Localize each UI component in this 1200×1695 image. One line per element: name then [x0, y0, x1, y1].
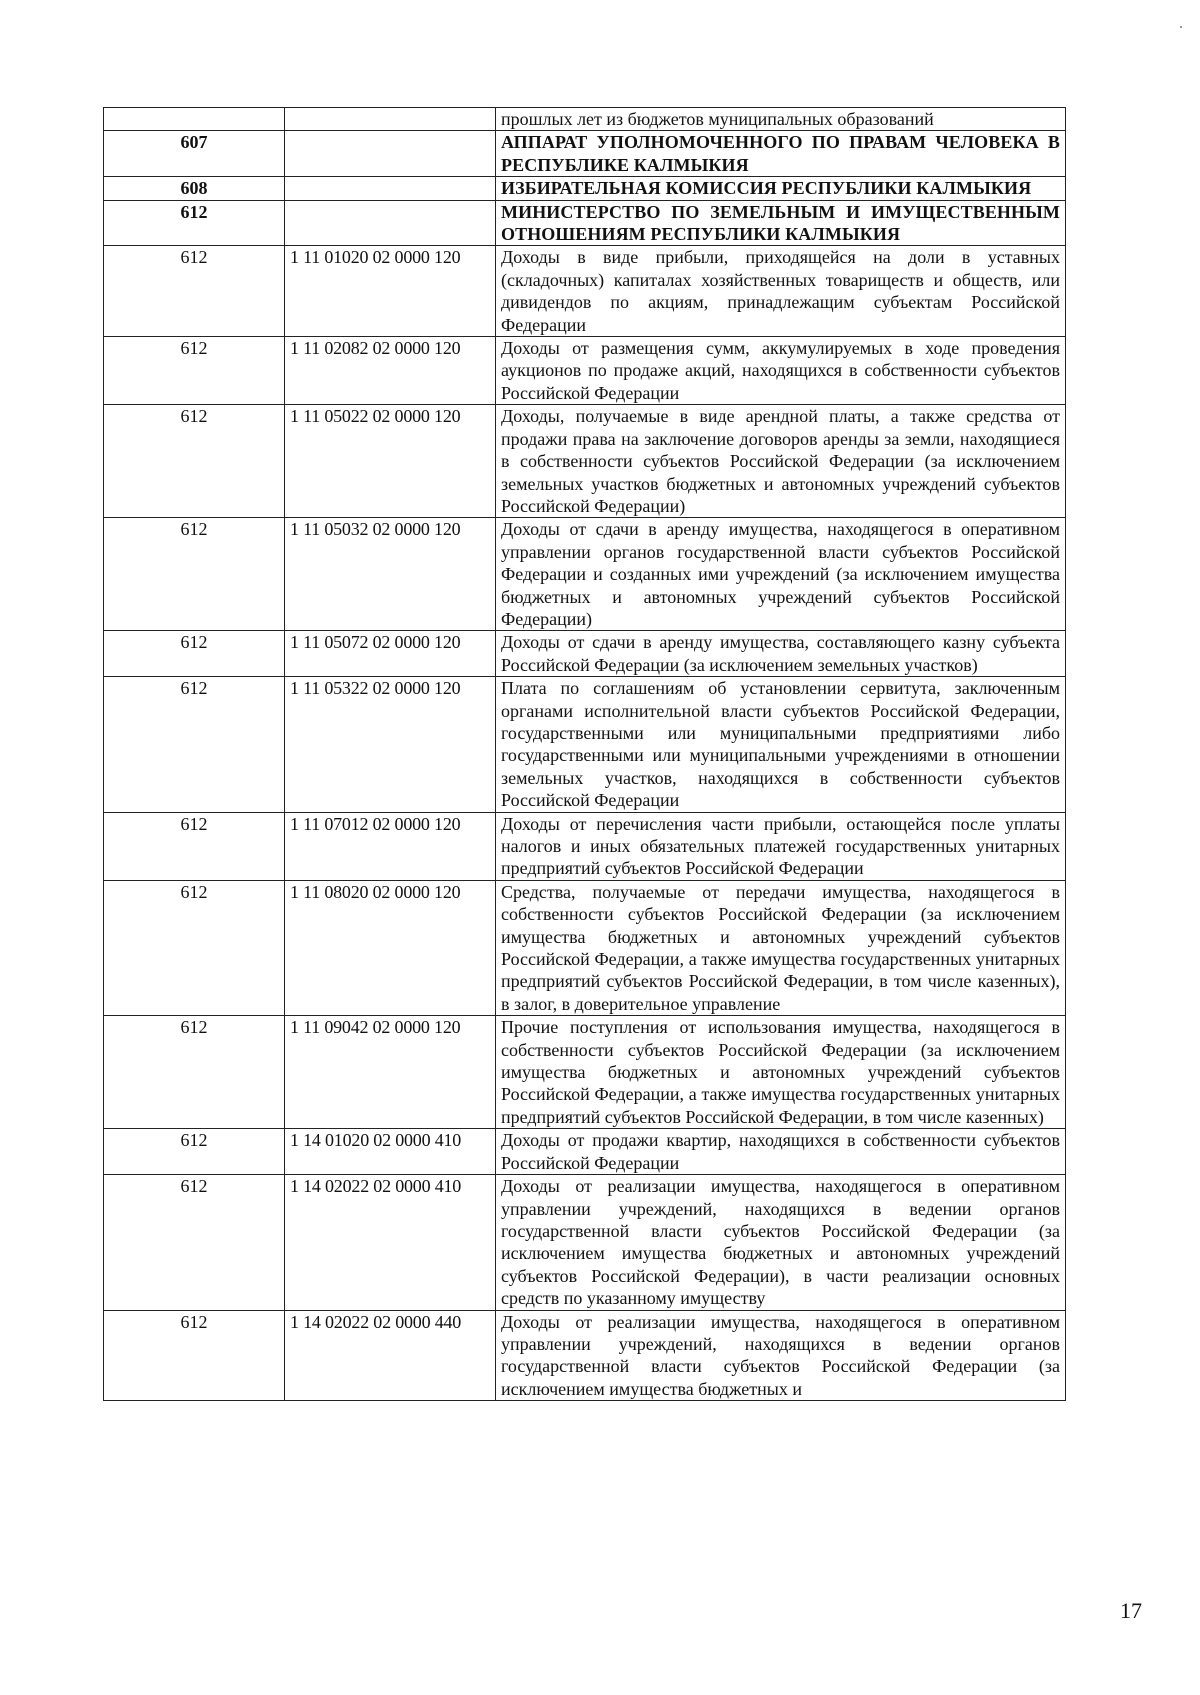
- description-cell: Доходы от перечисления части прибыли, остающейся после уплаты налогов и иных обязательных платежей государственных унитарных предприятий субъектов Российской Федерации: [496, 812, 1066, 880]
- budget-code-cell: 1 11 08020 02 0000 120: [285, 880, 496, 1015]
- table-row: [104, 246, 1066, 337]
- budget-code-cell: [285, 177, 496, 200]
- admin-code-cell: 612: [104, 631, 285, 677]
- admin-code-cell: 612: [104, 405, 285, 518]
- description-cell: МИНИСТЕРСТВО ПО ЗЕМЕЛЬНЫМ И ИМУЩЕСТВЕННЫМ ОТНОШЕНИЯМ РЕСПУБЛИКИ КАЛМЫКИЯ: [496, 200, 1066, 246]
- table-row: [104, 200, 1066, 246]
- description-cell: Доходы от реализации имущества, находящегося в оперативном управлении учреждений, находящихся в ведении органов государственной власти субъектов Российской Федерации (за исключением имущества бюджетных и: [496, 1310, 1066, 1401]
- table-row: [104, 1129, 1066, 1175]
- admin-code-cell: 612: [104, 337, 285, 405]
- table-row: [104, 880, 1066, 1015]
- table-row: [104, 337, 1066, 405]
- table-row: [104, 1310, 1066, 1401]
- budget-code-cell: 1 11 05032 02 0000 120: [285, 518, 496, 631]
- admin-code-cell: 612: [104, 200, 285, 246]
- description-cell: Доходы в виде прибыли, приходящейся на доли в уставных (складочных) капиталах хозяйственных товариществ и обществ, или дивидендов по акциям, принадлежащим субъектам Российской Федерации: [496, 246, 1066, 337]
- description-cell: прошлых лет из бюджетов муниципальных образований: [496, 108, 1066, 131]
- admin-code-cell: 612: [104, 1129, 285, 1175]
- budget-code-cell: 1 14 01020 02 0000 410: [285, 1129, 496, 1175]
- admin-code-cell: 612: [104, 246, 285, 337]
- table-row: [104, 518, 1066, 631]
- description-cell: ИЗБИРАТЕЛЬНАЯ КОМИССИЯ РЕСПУБЛИКИ КАЛМЫКИЯ: [496, 177, 1066, 200]
- admin-code-cell: 612: [104, 1016, 285, 1129]
- budget-code-cell: 1 11 05072 02 0000 120: [285, 631, 496, 677]
- budget-code-cell: [285, 108, 496, 131]
- admin-code-cell: 612: [104, 1175, 285, 1310]
- admin-code-cell: 612: [104, 1310, 285, 1401]
- table-row: [104, 108, 1066, 131]
- admin-code-cell: 612: [104, 677, 285, 812]
- description-cell: Доходы от сдачи в аренду имущества, составляющего казну субъекта Российской Федерации (за исключением земельных участков): [496, 631, 1066, 677]
- table-body: [104, 108, 1066, 1401]
- admin-code-cell: 607: [104, 131, 285, 177]
- budget-code-cell: 1 11 07012 02 0000 120: [285, 812, 496, 880]
- description-cell: Доходы, получаемые в виде арендной платы, а также средства от продажи права на заключение договоров аренды за земли, находящиеся в собственности субъектов Российской Федерации (за исключением земельных участков бюджетных и автономных учреждений субъектов Российской Федерации): [496, 405, 1066, 518]
- table-row: [104, 631, 1066, 677]
- admin-code-cell: 608: [104, 177, 285, 200]
- description-cell: Средства, получаемые от передачи имущества, находящегося в собственности субъектов Российской Федерации (за исключением имущества бюджетных и автономных учреждений субъектов Российской Федерации, а также имущества государственных унитарных предприятий субъектов Российской Федерации, в том числе казенных), в залог, в доверительное управление: [496, 880, 1066, 1015]
- budget-code-cell: 1 11 02082 02 0000 120: [285, 337, 496, 405]
- description-cell: Прочие поступления от использования имущества, находящегося в собственности субъектов Российской Федерации (за исключением имущества бюджетных и автономных учреждений субъектов Российской Федерации, а также имущества государственных унитарных предприятий субъектов Российской Федерации, в том числе казенных): [496, 1016, 1066, 1129]
- table-row: [104, 177, 1066, 200]
- budget-code-cell: [285, 131, 496, 177]
- description-cell: Плата по соглашениям об установлении сервитута, заключенным органами исполнительной власти субъектов Российской Федерации, государственными или муниципальными предприятиями либо государственными или муниципальными учреждениями в отношении земельных участков, находящихся в собственности субъектов Российской Федерации: [496, 677, 1066, 812]
- description-cell: Доходы от размещения сумм, аккумулируемых в ходе проведения аукционов по продаже акций, находящихся в собственности субъектов Российской Федерации: [496, 337, 1066, 405]
- budget-code-cell: 1 14 02022 02 0000 440: [285, 1310, 496, 1401]
- admin-code-cell: [104, 108, 285, 131]
- budget-code-cell: 1 14 02022 02 0000 410: [285, 1175, 496, 1310]
- scan-speck: [1180, 26, 1182, 28]
- table-row: [104, 405, 1066, 518]
- table-row: [104, 812, 1066, 880]
- admin-code-cell: 612: [104, 812, 285, 880]
- table-row: [104, 1016, 1066, 1129]
- description-cell: Доходы от продажи квартир, находящихся в собственности субъектов Российской Федерации: [496, 1129, 1066, 1175]
- budget-code-cell: 1 11 05322 02 0000 120: [285, 677, 496, 812]
- description-cell: АППАРАТ УПОЛНОМОЧЕННОГО ПО ПРАВАМ ЧЕЛОВЕКА В РЕСПУБЛИКЕ КАЛМЫКИЯ: [496, 131, 1066, 177]
- table-row: [104, 1175, 1066, 1310]
- admin-code-cell: 612: [104, 518, 285, 631]
- budget-code-cell: [285, 200, 496, 246]
- revenue-codes-table: [103, 107, 1066, 1401]
- budget-code-cell: 1 11 05022 02 0000 120: [285, 405, 496, 518]
- table-row: [104, 131, 1066, 177]
- page-number: 17: [1120, 1598, 1142, 1623]
- admin-code-cell: 612: [104, 880, 285, 1015]
- description-cell: Доходы от реализации имущества, находящегося в оперативном управлении учреждений, находящихся в ведении органов государственной власти субъектов Российской Федерации (за исключением имущества бюджетных и автономных учреждений субъектов Российской Федерации), в части реализации основных средств по указанному имуществу: [496, 1175, 1066, 1310]
- table-row: [104, 677, 1066, 812]
- budget-code-cell: 1 11 01020 02 0000 120: [285, 246, 496, 337]
- description-cell: Доходы от сдачи в аренду имущества, находящегося в оперативном управлении органов государственной власти субъектов Российской Федерации и созданных ими учреждений (за исключением имущества бюджетных и автономных учреждений субъектов Российской Федерации): [496, 518, 1066, 631]
- budget-code-cell: 1 11 09042 02 0000 120: [285, 1016, 496, 1129]
